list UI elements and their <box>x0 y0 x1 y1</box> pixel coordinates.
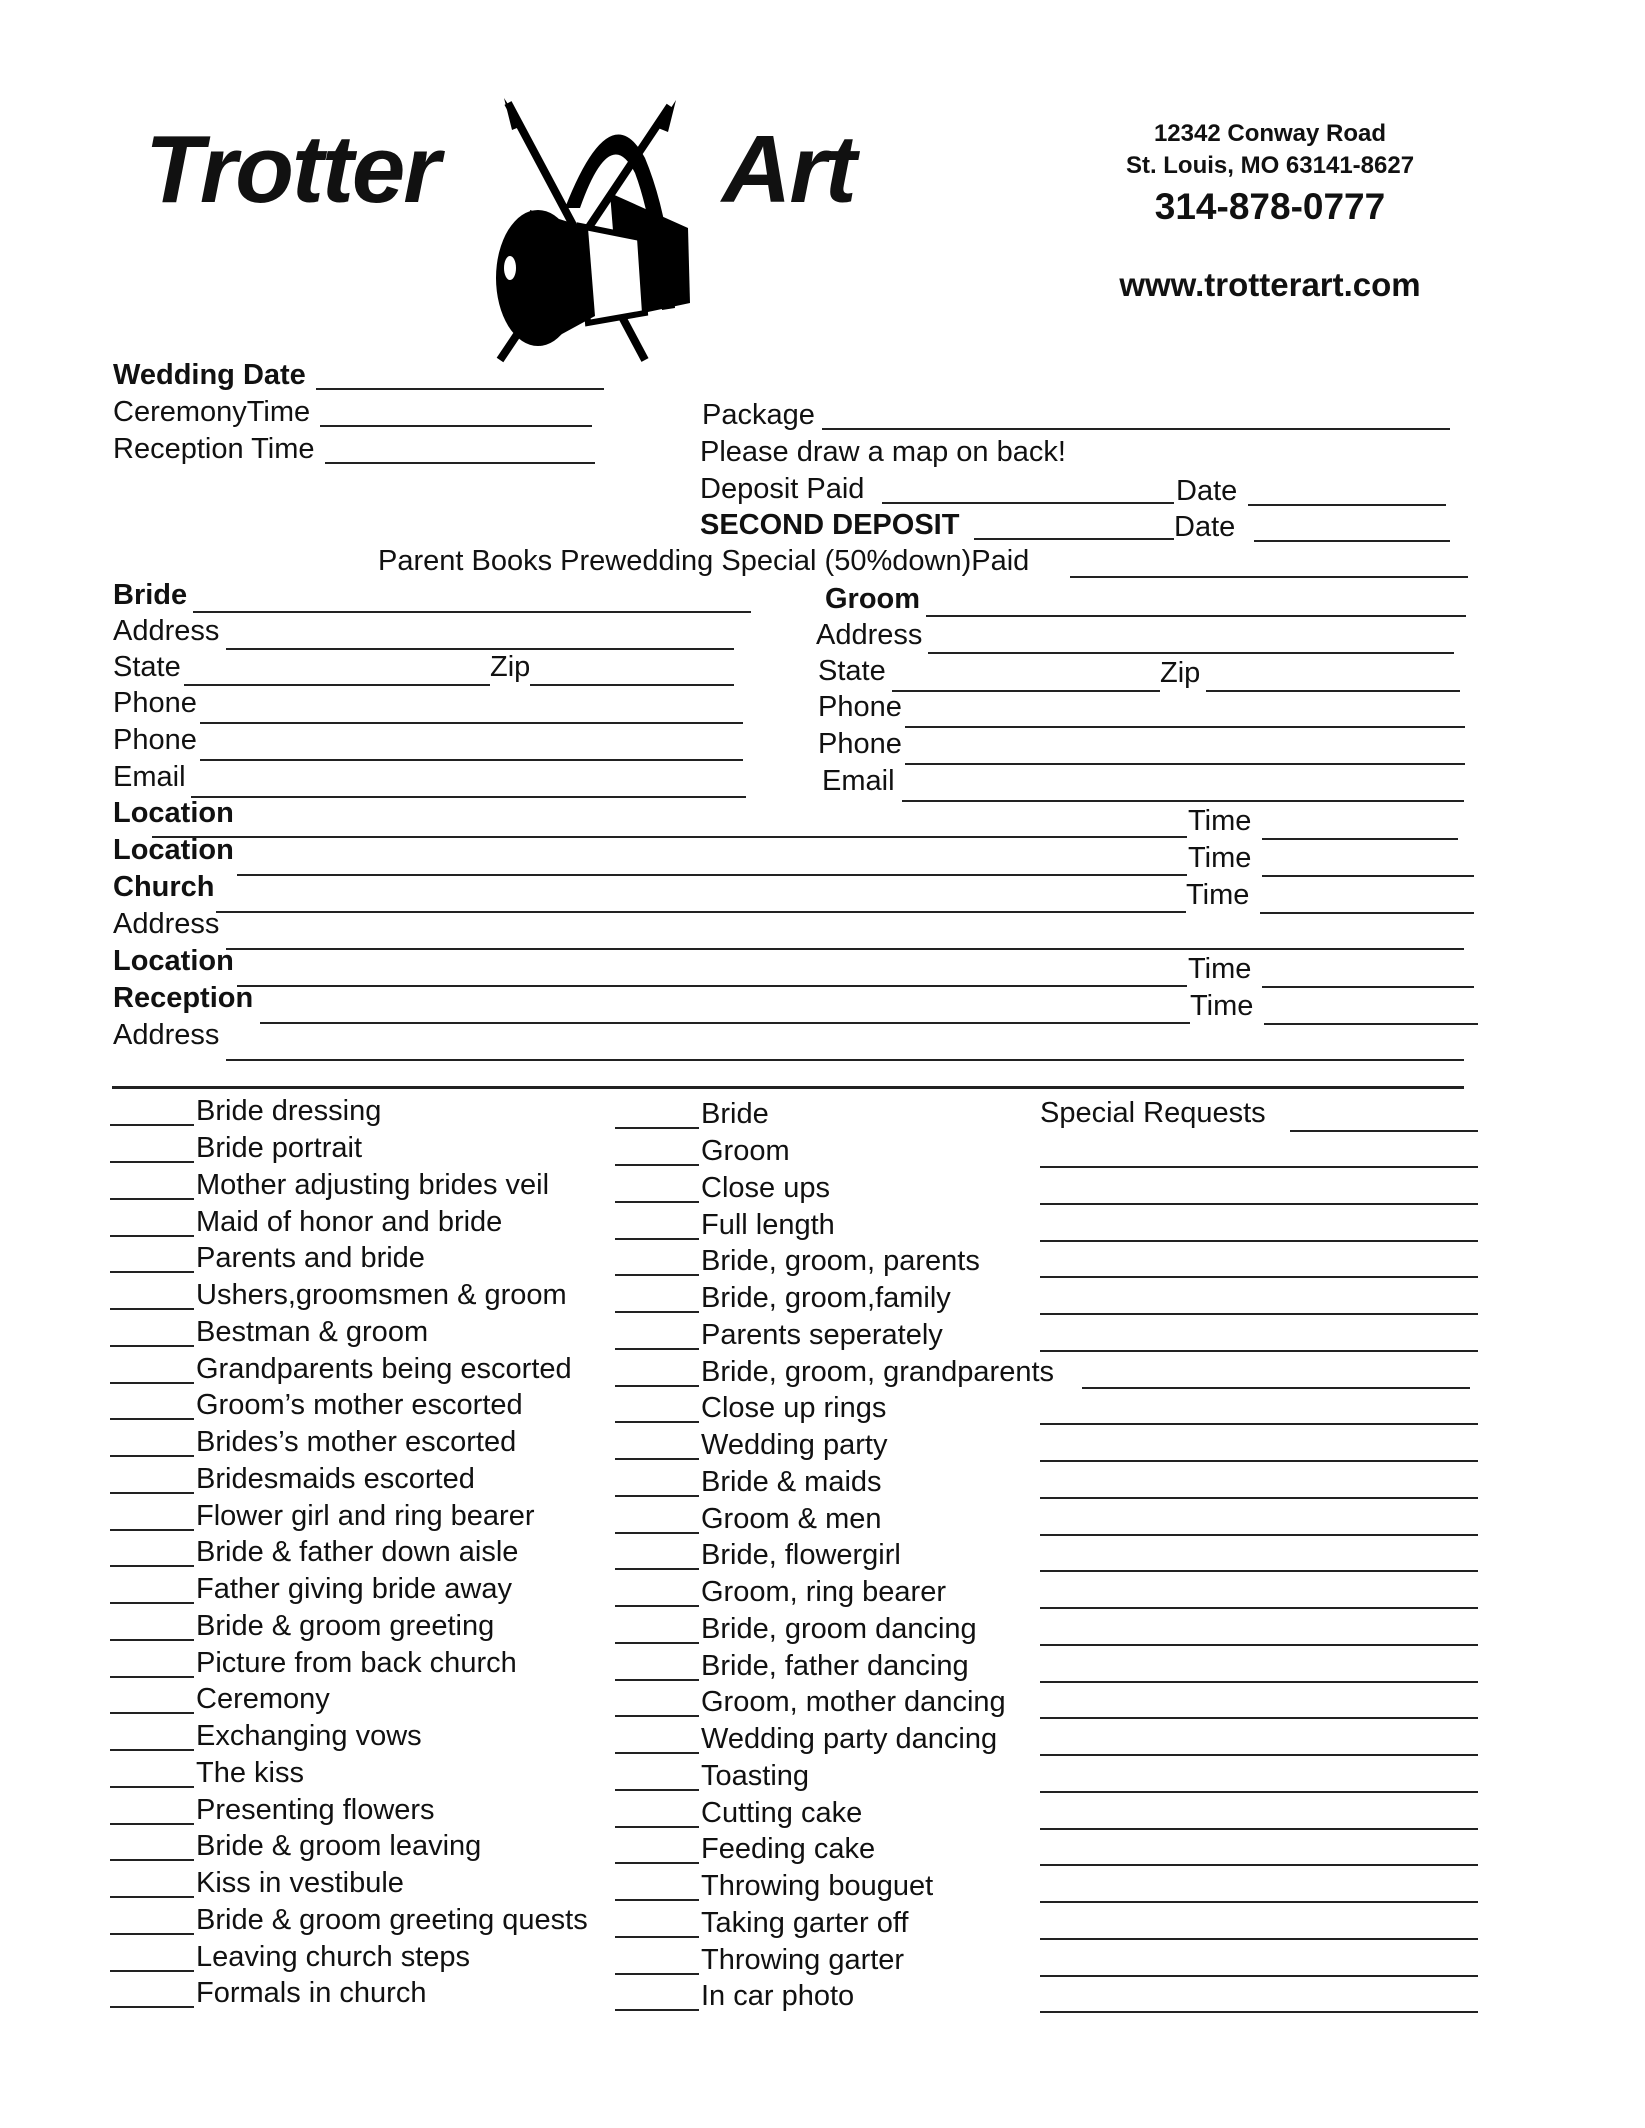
checkbox-blank[interactable] <box>110 1529 194 1531</box>
reception-time-field[interactable] <box>325 462 595 464</box>
checkbox-blank[interactable] <box>615 1752 699 1754</box>
checkbox-blank[interactable] <box>110 1124 194 1126</box>
reception-address-label: Address <box>113 1019 220 1051</box>
location1-field[interactable] <box>152 836 1187 838</box>
groom-phone-label: Phone <box>818 691 902 723</box>
checkbox-blank[interactable] <box>110 1345 194 1347</box>
bride-title: Bride <box>113 579 188 611</box>
checkbox-blank[interactable] <box>615 1201 699 1203</box>
bride-phone2-field[interactable] <box>200 759 743 761</box>
bride-phone-label: Phone <box>113 687 197 719</box>
address-line-1: 12342 Conway Road <box>1153 120 1387 147</box>
church-address-field[interactable] <box>226 948 1464 950</box>
brand-name-trotter: Trotter <box>145 116 439 223</box>
checkbox-blank[interactable] <box>615 1532 699 1534</box>
location2-time-label: Time <box>1188 842 1252 874</box>
second-deposit-date-label: Date <box>1174 511 1236 543</box>
groom-address-label: Address <box>816 619 923 651</box>
checkbox-blank[interactable] <box>615 1421 699 1423</box>
special-requests-line[interactable] <box>1040 1791 1478 1793</box>
reception-time-label: Time <box>1190 990 1254 1022</box>
location3-time-label: Time <box>1188 953 1252 985</box>
deposit-paid-label: Deposit Paid <box>700 473 865 505</box>
checkbox-blank[interactable] <box>110 1602 194 1604</box>
checkbox-blank[interactable] <box>615 1899 699 1901</box>
special-requests-line[interactable] <box>1290 1130 1478 1132</box>
camera-paintbrush-icon <box>470 98 720 368</box>
checkbox-blank[interactable] <box>110 1271 194 1273</box>
checkbox-blank[interactable] <box>110 1565 194 1567</box>
special-requests-line[interactable] <box>1040 1460 1478 1462</box>
checkbox-blank[interactable] <box>110 1970 194 1972</box>
checkbox-blank[interactable] <box>110 1786 194 1788</box>
checkbox-blank[interactable] <box>110 1455 194 1457</box>
checkbox-blank[interactable] <box>615 1642 699 1644</box>
checkbox-blank[interactable] <box>110 1161 194 1163</box>
special-requests-line[interactable] <box>1040 1534 1478 1536</box>
church-time-label: Time <box>1186 879 1250 911</box>
address-line-2: St. Louis, MO 63141-8627 <box>1125 152 1415 179</box>
special-requests-line[interactable] <box>1040 1901 1478 1903</box>
reception-label: Reception <box>113 982 254 1014</box>
special-requests-line[interactable] <box>1040 1497 1478 1499</box>
checkbox-blank[interactable] <box>615 1715 699 1717</box>
special-requests-line[interactable] <box>1040 1975 1478 1977</box>
special-requests-line[interactable] <box>1040 1828 1478 1830</box>
special-requests-line[interactable] <box>1082 1387 1470 1389</box>
checkbox-blank[interactable] <box>110 1418 194 1420</box>
checkbox-blank[interactable] <box>615 1127 699 1129</box>
special-requests-line[interactable] <box>1040 1644 1478 1646</box>
location1-time-label: Time <box>1188 805 1252 837</box>
location2-time-field[interactable] <box>1262 875 1474 877</box>
ceremony-time-field[interactable] <box>320 425 592 427</box>
church-label: Church <box>113 871 215 903</box>
checkbox-blank[interactable] <box>110 1308 194 1310</box>
special-requests-line[interactable] <box>1040 1276 1478 1278</box>
groom-phone2-label: Phone <box>818 728 902 760</box>
bride-zip-label: Zip <box>490 651 531 683</box>
checkbox-blank[interactable] <box>110 1749 194 1751</box>
special-requests-label: Special Requests <box>1040 1097 1266 1129</box>
church-address-label: Address <box>113 908 220 940</box>
special-requests-line[interactable] <box>1040 1203 1478 1205</box>
second-deposit-date-field[interactable] <box>1254 540 1450 542</box>
church-time-field[interactable] <box>1260 912 1474 914</box>
groom-phone-field[interactable] <box>905 726 1465 728</box>
checkbox-blank[interactable] <box>110 1676 194 1678</box>
checkbox-blank[interactable] <box>615 1936 699 1938</box>
bride-email-label: Email <box>113 761 186 793</box>
reception-time-field[interactable] <box>1264 1023 1478 1025</box>
package-field[interactable] <box>822 428 1450 430</box>
bride-name-field[interactable] <box>193 611 751 613</box>
checkbox-blank[interactable] <box>615 1458 699 1460</box>
groom-zip-field[interactable] <box>1206 690 1460 692</box>
parent-books-field[interactable] <box>1070 576 1468 578</box>
checkbox-blank[interactable] <box>110 2006 194 2008</box>
section-divider <box>112 1086 1464 1089</box>
bride-state-label: State <box>113 651 181 683</box>
checkbox-blank[interactable] <box>110 1198 194 1200</box>
checkbox-blank[interactable] <box>615 1385 699 1387</box>
checkbox-blank[interactable] <box>615 1826 699 1828</box>
checkbox-blank[interactable] <box>110 1639 194 1641</box>
special-requests-line[interactable] <box>1040 1864 1478 1866</box>
groom-name-field[interactable] <box>926 615 1466 617</box>
location3-field[interactable] <box>237 985 1187 987</box>
special-requests-line[interactable] <box>1040 1313 1478 1315</box>
studio-phone: 314-878-0777 <box>1154 186 1386 227</box>
checkbox-blank[interactable] <box>110 1492 194 1494</box>
checkbox-blank[interactable] <box>615 1164 699 1166</box>
checkbox-blank[interactable] <box>110 1382 194 1384</box>
checkbox-blank[interactable] <box>110 1896 194 1898</box>
bride-address-field[interactable] <box>226 648 734 650</box>
special-requests-line[interactable] <box>1040 1240 1478 1242</box>
location1-label: Location <box>113 797 234 829</box>
checkbox-blank[interactable] <box>615 1495 699 1497</box>
checkbox-blank[interactable] <box>615 1679 699 1681</box>
map-note: Please draw a map on back! <box>700 436 1066 468</box>
reception-shot-list: Bride Groom Close ups Full length Bride, groom, parents Bride, groom,family Parents seperately Bride, groom, grandparents Close up rings Wedding party Bride & maids Groom & men Bride, flowergirl Groom, ring bearer Bride, groom dancing Bride, father dancing Groom, mother dancing Wedding party dancing Toasting Cutting cake Feeding cake Throwing bouguet Taking garter off Throwing garter In car photo <box>615 1097 1085 2037</box>
groom-zip-label: Zip <box>1160 657 1201 689</box>
groom-email-label: Email <box>822 765 895 797</box>
checkbox-blank[interactable] <box>615 2009 699 2011</box>
special-requests-line[interactable] <box>1040 1607 1478 1609</box>
special-requests-line[interactable] <box>1040 1938 1478 1940</box>
deposit-date-label: Date <box>1176 475 1238 507</box>
bride-state-field[interactable] <box>184 684 490 686</box>
checkbox-blank[interactable] <box>110 1235 194 1237</box>
checkbox-blank[interactable] <box>615 1568 699 1570</box>
checkbox-blank[interactable] <box>110 1823 194 1825</box>
reception-field[interactable] <box>260 1022 1190 1024</box>
groom-phone2-field[interactable] <box>905 763 1465 765</box>
special-requests-line[interactable] <box>1040 1350 1478 1352</box>
checkbox-blank[interactable] <box>615 1311 699 1313</box>
special-requests-line[interactable] <box>1040 1570 1478 1572</box>
checkbox-blank[interactable] <box>110 1712 194 1714</box>
package-label: Package <box>702 399 815 431</box>
groom-state-field[interactable] <box>892 690 1160 692</box>
reception-time-label: Reception Time <box>113 433 315 465</box>
checkbox-blank[interactable] <box>615 1789 699 1791</box>
groom-state-label: State <box>818 655 886 687</box>
wedding-date-field[interactable] <box>316 388 604 390</box>
deposit-date-field[interactable] <box>1248 504 1446 506</box>
checkbox-blank[interactable] <box>615 1238 699 1240</box>
groom-address-field[interactable] <box>928 652 1454 654</box>
groom-title: Groom <box>825 583 921 615</box>
second-deposit-field[interactable] <box>974 538 1174 540</box>
wedding-date-label: Wedding Date <box>113 359 306 391</box>
church-field[interactable] <box>216 911 1186 913</box>
checkbox-blank[interactable] <box>615 1348 699 1350</box>
bride-email-field[interactable] <box>191 796 746 798</box>
location1-time-field[interactable] <box>1262 838 1458 840</box>
studio-website: www.trotterart.com <box>1119 266 1421 303</box>
location3-label: Location <box>113 945 234 977</box>
special-requests-line[interactable] <box>1040 1681 1478 1683</box>
bride-zip-field[interactable] <box>530 684 734 686</box>
brand-name-art: Art <box>722 116 855 223</box>
checkbox-blank[interactable] <box>110 1933 194 1935</box>
location2-label: Location <box>113 834 234 866</box>
location2-field[interactable] <box>237 874 1187 876</box>
deposit-paid-field[interactable] <box>882 502 1174 504</box>
checkbox-blank[interactable] <box>615 1973 699 1975</box>
special-requests-line[interactable] <box>1040 1717 1478 1719</box>
bride-phone2-label: Phone <box>113 724 197 756</box>
checkbox-blank[interactable] <box>615 1274 699 1276</box>
checkbox-blank[interactable] <box>615 1605 699 1607</box>
ceremony-shot-list: Bride dressing Bride portrait Mother adjusting brides veil Maid of honor and bride Parents and bride Ushers,groomsmen & groom Bestman & groom Grandparents being escorted Groom’s mother escorted Brides’s mother escorted Bridesmaids escorted Flower girl and ring bearer Bride & father down aisle Father giving bride away Bride & groom greeting Picture from back church Ceremony Exchanging vows The kiss Presenting flowers Bride & groom leaving Kiss in vestibule Bride & groom greeting quests Leaving church steps Formals in church <box>110 1094 630 2034</box>
second-deposit-label: SECOND DEPOSIT <box>700 509 960 541</box>
groom-email-field[interactable] <box>902 800 1464 802</box>
bride-phone-field[interactable] <box>200 722 743 724</box>
parent-books-label: Parent Books Prewedding Special (50%down)Paid <box>378 545 1030 577</box>
special-requests-line[interactable] <box>1040 1423 1478 1425</box>
special-requests-line[interactable] <box>1040 1754 1478 1756</box>
checkbox-blank[interactable] <box>110 1859 194 1861</box>
reception-address-field[interactable] <box>226 1059 1464 1061</box>
ceremony-time-label: CeremonyTime <box>113 396 311 428</box>
checkbox-blank[interactable] <box>615 1862 699 1864</box>
location3-time-field[interactable] <box>1262 986 1474 988</box>
special-requests-line[interactable] <box>1040 2011 1478 2013</box>
special-requests-line[interactable] <box>1040 1166 1478 1168</box>
bride-address-label: Address <box>113 615 220 647</box>
